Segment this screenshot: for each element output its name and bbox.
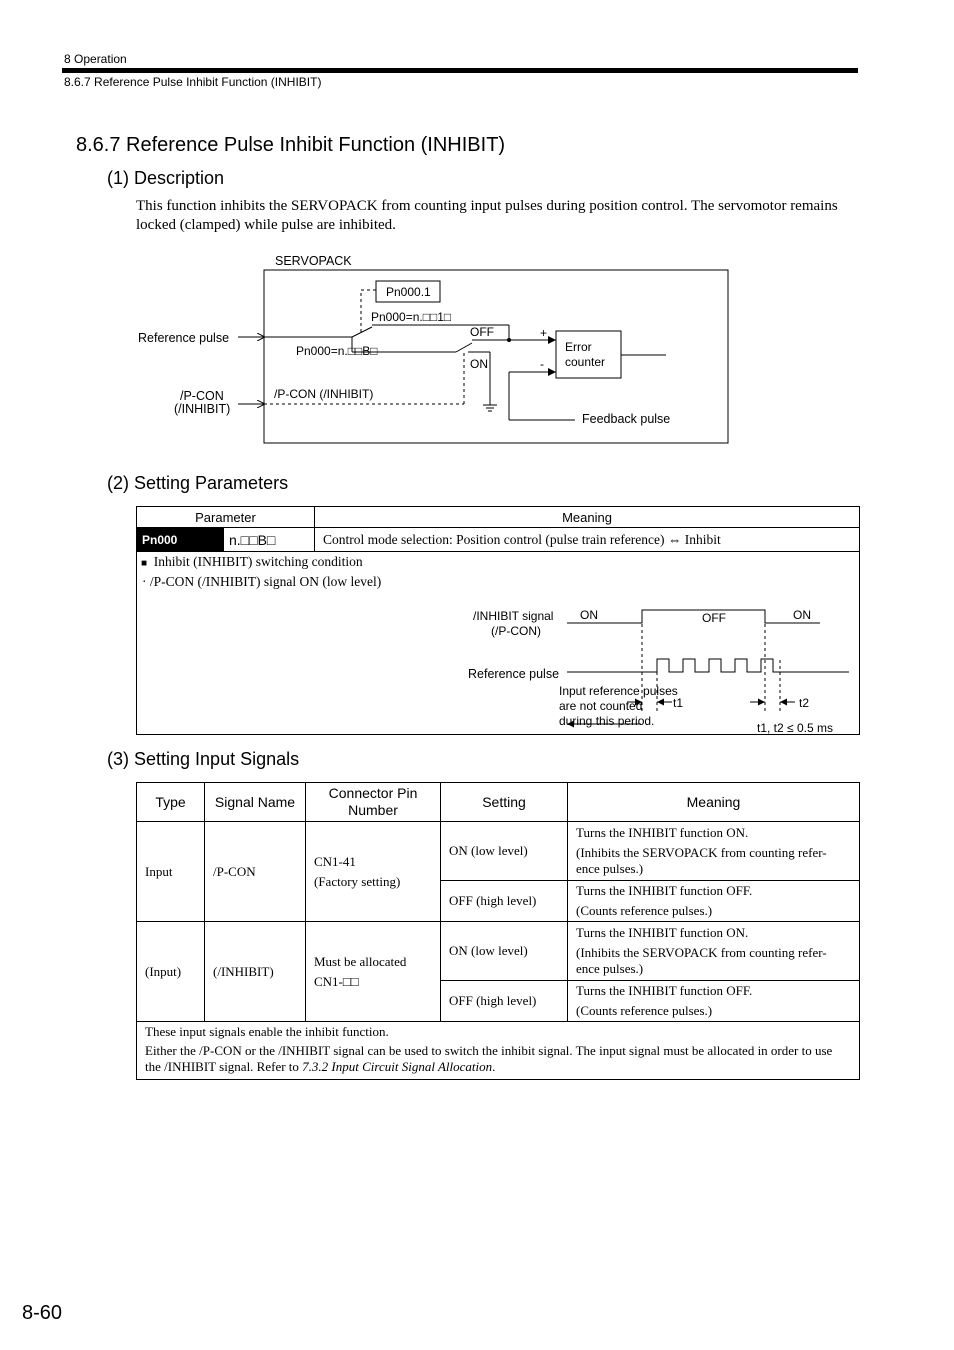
minus-label: - <box>540 357 544 371</box>
inhibit-condition: ■ Inhibit (INHIBIT) switching condition <box>141 554 363 569</box>
table-row <box>137 922 860 981</box>
pn-mode-b-label: Pn000=n.□□B□ <box>296 344 378 358</box>
inhibit-condition-item: · /P-CON (/INHIBIT) signal ON (low level) <box>142 574 382 589</box>
parameter-table <box>136 506 860 735</box>
param-id: Pn000 <box>137 528 224 552</box>
error-counter-label-1: Error <box>565 340 592 354</box>
row-off-meaning: Turns the INHIBIT function OFF. (Counts reference pulses.) <box>568 981 860 1022</box>
table-row <box>137 822 860 881</box>
timing-limit-label: t1, t2 ≤ 0.5 ms <box>757 721 833 734</box>
row-off-meaning: Turns the INHIBIT function OFF. (Counts reference pulses.) <box>568 881 860 922</box>
inhibit-signal-label-2: (/P-CON) <box>491 624 541 638</box>
inhibit-switch <box>456 343 472 352</box>
plus-label: + <box>540 326 548 340</box>
row-on-setting: ON (low level) <box>441 922 568 981</box>
col-signal-name: Signal Name <box>205 783 306 822</box>
row-on-meaning: Turns the INHIBIT function ON. (Inhibits the SERVOPACK from counting refer- ence pulses.) <box>568 922 860 981</box>
row-signal: /P-CON <box>205 822 306 922</box>
description-text: This function inhibits the SERVOPACK from counting input pulses during position control. The servomotor remains locked (clamped) while pulse are inhibited. <box>136 198 838 233</box>
param-meaning: Control mode selection: Position control (pulse train reference) ⇔ Inhibit <box>315 528 860 552</box>
page-title: 8.6.7 Reference Pulse Inhibit Function (INHIBIT) <box>76 134 506 156</box>
reference-pulse-wave-label: Reference pulse <box>468 667 560 681</box>
col-setting: Setting <box>441 783 568 822</box>
row-off-setting: OFF (high level) <box>441 981 568 1022</box>
wave-on-label-2: ON <box>793 608 811 622</box>
row-on-setting: ON (low level) <box>441 822 568 881</box>
t1-label: t1 <box>673 696 684 710</box>
error-counter-label-2: counter <box>565 355 606 369</box>
mode-switch <box>352 327 372 337</box>
on-label: ON <box>470 357 488 371</box>
col-type: Type <box>137 783 205 822</box>
row-pin: CN1-41 (Factory setting) <box>306 822 441 922</box>
table-footer-note: These input signals enable the inhibit function. Either the /P-CON or the /INHIBIT signal can be used to switch the inhibit signal. The input signal must be allocated in order to use the /INHIBIT signal. Refer to 7.3.2 Input Circuit Signal Allocation. <box>137 1022 860 1080</box>
page-number: 8-60 <box>22 1302 63 1324</box>
col-parameter: Parameter <box>137 507 315 528</box>
input-signals-table <box>136 782 860 1080</box>
t2-label: t2 <box>799 696 810 710</box>
feedback-pulse-label: Feedback pulse <box>582 412 671 426</box>
period-note: Input reference pulses are not counted during this period. <box>559 684 678 728</box>
inhibit-signal-label-1: /INHIBIT signal <box>473 609 554 623</box>
input-signals-heading: (3) Setting Input Signals <box>107 749 300 769</box>
pcon-label-2: (/INHIBIT) <box>174 402 231 416</box>
row-pin: Must be allocated CN1-□□ <box>306 922 441 1022</box>
running-header-section: 8.6.7 Reference Pulse Inhibit Function (INHIBIT) <box>64 75 322 89</box>
description-heading: (1) Description <box>107 168 225 188</box>
wave-off-label: OFF <box>702 611 726 625</box>
off-label: OFF <box>470 325 494 339</box>
inhibit-waveform <box>567 610 820 623</box>
param-value: n.□□B□ <box>224 528 315 552</box>
reference-pulse-waveform <box>567 659 849 672</box>
row-type: (Input) <box>137 922 205 1022</box>
wave-on-label-1: ON <box>580 608 598 622</box>
setting-parameters-heading: (2) Setting Parameters <box>107 473 289 493</box>
col-meaning: Meaning <box>315 507 860 528</box>
col-connector-pin: Connector Pin Number <box>306 783 441 822</box>
bullet-icon: ■ <box>141 558 148 569</box>
pcon-inner-label: /P-CON (/INHIBIT) <box>274 387 374 401</box>
pn-mode-1-label: Pn000=n.□□1□ <box>371 310 452 324</box>
running-header-chapter: 8 Operation <box>64 52 127 66</box>
timing-chart <box>137 552 859 734</box>
pn000-1-label: Pn000.1 <box>386 285 431 299</box>
servopack-label: SERVOPACK <box>275 254 352 268</box>
cross-reference: 7.3.2 Input Circuit Signal Allocation <box>302 1059 493 1074</box>
row-signal: (/INHIBIT) <box>205 922 306 1022</box>
timing-cell <box>137 552 860 735</box>
row-on-meaning: Turns the INHIBIT function ON. (Inhibits the SERVOPACK from counting refer- ence pulses.) <box>568 822 860 881</box>
reference-pulse-label: Reference pulse <box>138 331 230 345</box>
col-meaning: Meaning <box>568 783 860 822</box>
pcon-label-1: /P-CON <box>180 389 224 403</box>
row-off-setting: OFF (high level) <box>441 881 568 922</box>
block-diagram <box>0 0 954 460</box>
row-type: Input <box>137 822 205 922</box>
